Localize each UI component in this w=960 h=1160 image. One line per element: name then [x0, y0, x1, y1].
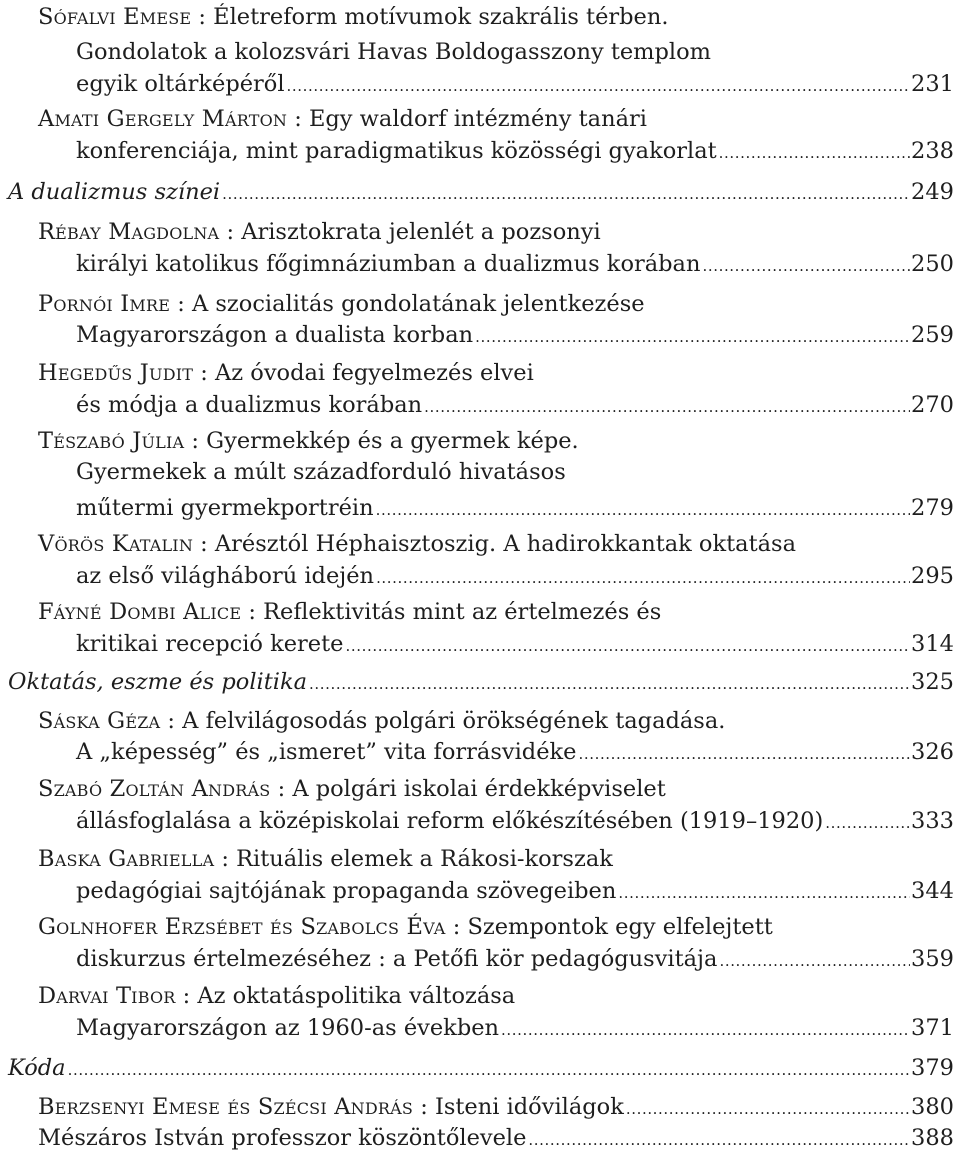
- toc-line-text: [76, 942, 717, 976]
- toc-entry: [38, 979, 954, 1013]
- entry-title: Egy waldorf intézmény tanári: [308, 106, 647, 132]
- toc-entry-continuation: [76, 247, 954, 281]
- toc-section-heading: [8, 175, 954, 209]
- dot-leader: [719, 944, 910, 978]
- toc-section-heading: [8, 1051, 954, 1085]
- entry-title: az első világháború idején: [76, 563, 375, 589]
- entry-title: Az óvodai fegyelmezés elvei: [215, 360, 534, 386]
- page-number: 249: [911, 179, 954, 205]
- author-name: Amati Gergely Márton: [38, 106, 288, 132]
- entry-title: és módja a dualizmus korában: [76, 392, 423, 418]
- toc-entry: [38, 102, 954, 136]
- toc-entry: [38, 772, 954, 806]
- toc-entry-continuation: [76, 455, 954, 489]
- page-number: 250: [911, 251, 954, 277]
- dot-leader: [618, 876, 910, 910]
- toc-section-heading: [8, 665, 954, 699]
- page-number: 371: [911, 1015, 954, 1041]
- page-number: 388: [911, 1125, 954, 1151]
- toc-entry-continuation: [76, 627, 954, 661]
- toc-line-text: [38, 979, 515, 1013]
- entry-title: A felvilágosodás polgári örökségének tagadása.: [182, 708, 726, 734]
- author-separator: :: [287, 106, 309, 132]
- toc-entry: [38, 215, 954, 249]
- page-number: 333: [911, 808, 954, 834]
- dot-leader: [222, 177, 910, 211]
- toc-entry: [38, 595, 954, 629]
- page-number: 259: [911, 322, 954, 348]
- author-name: Szabó Zoltán András: [38, 776, 271, 802]
- entry-title: egyik oltárképéről: [76, 71, 285, 97]
- dot-leader: [376, 561, 910, 595]
- toc-entry: [38, 704, 954, 738]
- author-separator: :: [241, 599, 264, 625]
- toc-entry: [38, 424, 954, 458]
- author-name: Rébay Magdolna: [38, 219, 220, 245]
- entry-title: kritikai recepció kerete: [76, 631, 344, 657]
- entry-title: Szempontok egy elfelejtett: [467, 914, 773, 940]
- author-name: Baska Gabriella: [38, 846, 215, 872]
- page-number: 326: [911, 739, 954, 765]
- author-name: Darvai Tibor: [38, 983, 176, 1009]
- page-number: 325: [911, 669, 954, 695]
- entry-title: Isteni idővilágok: [434, 1094, 624, 1120]
- toc-entry-continuation: [76, 35, 954, 69]
- entry-title: királyi katolikus főgimnáziumban a dualizmus korában: [76, 251, 701, 277]
- entry-title: konferenciája, mint paradigmatikus közösségi gyakorlat: [76, 138, 717, 164]
- entry-title: diskurzus értelmezéséhez : a Petőfi kör pedagógusvitája: [76, 946, 718, 972]
- toc-entry-continuation: [76, 942, 954, 976]
- page-number: 379: [911, 1055, 954, 1081]
- dot-leader: [528, 1123, 910, 1157]
- page-number: 279: [911, 495, 954, 521]
- toc-entry-continuation: [76, 491, 954, 525]
- page-number: 314: [911, 631, 954, 657]
- toc-line-text: [76, 491, 374, 525]
- toc-entry-continuation: [76, 735, 954, 769]
- author-name: Golnhofer Erzsébet és Szabolcs Éva: [38, 914, 446, 940]
- toc-line-text: [38, 842, 613, 876]
- entry-title: Az oktatáspolitika változása: [197, 983, 516, 1009]
- toc-line-text: [38, 424, 579, 458]
- author-name: Fáyné Dombi Alice: [38, 599, 242, 625]
- toc-entry-continuation: [76, 388, 954, 422]
- toc-line-text: [38, 287, 645, 321]
- toc-entry: [38, 287, 954, 321]
- toc-line-text: [76, 67, 285, 101]
- page-number: 270: [911, 392, 954, 418]
- page-number: 344: [911, 878, 954, 904]
- author-separator: :: [214, 846, 237, 872]
- section-title: Oktatás, eszme és politika: [8, 669, 308, 695]
- author-separator: :: [170, 291, 192, 317]
- entry-title: pedagógiai sajtójának propaganda szövegeiben: [76, 878, 617, 904]
- toc-entry: [38, 356, 954, 390]
- entry-title: A szocialitás gondolatának jelentkezése: [191, 291, 645, 317]
- toc-line-text: [76, 318, 473, 352]
- entry-title: A polgári iskolai érdekképviselet: [292, 776, 666, 802]
- page-number: 231: [911, 71, 954, 97]
- dot-leader: [501, 1013, 910, 1047]
- entry-title: Mészáros István professzor köszöntőlevele: [38, 1125, 527, 1151]
- author-separator: :: [445, 914, 468, 940]
- author-separator: :: [191, 4, 214, 30]
- entry-title: A „képesség” és „ismeret” vita forrásvidéke: [76, 739, 577, 765]
- toc-line-text: [38, 704, 725, 738]
- entry-title: Életreform motívumok szakrális térben.: [213, 4, 669, 30]
- author-separator: :: [184, 428, 207, 454]
- entry-title: Gondolatok a kolozsvári Havas Boldogasszony templom: [76, 39, 711, 65]
- toc-line-text: [76, 388, 422, 422]
- toc-entry-continuation: [76, 874, 954, 908]
- toc-entry: [38, 910, 954, 944]
- page-number: 238: [911, 138, 954, 164]
- toc-line-text: [38, 356, 534, 390]
- toc-entry: [38, 842, 954, 876]
- toc-line-text: [76, 627, 343, 661]
- author-separator: :: [160, 708, 183, 734]
- toc-entry: [38, 527, 954, 561]
- entry-title: műtermi gyermekportréin: [76, 495, 374, 521]
- toc-line-text: [8, 1051, 66, 1085]
- entry-title: Arésztól Héphaisztoszig. A hadirokkantak oktatása: [214, 531, 796, 557]
- toc-line-text: [76, 247, 700, 281]
- toc-line-text: [38, 595, 661, 629]
- page-number: 359: [911, 946, 954, 972]
- toc-line-text: [76, 874, 616, 908]
- toc-line-text: [38, 0, 669, 34]
- dot-leader: [702, 249, 910, 283]
- entry-title: Reflektivitás mint az értelmezés és: [263, 599, 662, 625]
- entry-title: Rituális elemek a Rákosi-korszak: [236, 846, 613, 872]
- entry-title: Magyarországon a dualista korban: [76, 322, 474, 348]
- dot-leader: [68, 1053, 910, 1087]
- toc-line-text: [8, 175, 220, 209]
- entry-title: Arisztokrata jelenlét a pozsonyi: [241, 219, 601, 245]
- dot-leader: [345, 629, 910, 663]
- toc-line-text: [38, 527, 796, 561]
- dot-leader: [376, 493, 910, 527]
- dot-leader: [475, 320, 910, 354]
- entry-title: állásfoglalása a középiskolai reform előkészítésében (1919–1920): [76, 808, 824, 834]
- toc-line-text: [76, 455, 566, 489]
- author-separator: :: [413, 1094, 435, 1120]
- author-name: Pornói Imre: [38, 291, 171, 317]
- page-number: 380: [911, 1094, 954, 1120]
- author-name: Sófalvi Emese: [38, 4, 192, 30]
- dot-leader: [309, 667, 910, 701]
- toc-entry: [38, 1121, 954, 1155]
- toc-line-text: [76, 1011, 499, 1045]
- dot-leader: [287, 69, 911, 103]
- author-name: Hegedűs Judit: [38, 360, 194, 386]
- toc-entry: [38, 1090, 954, 1124]
- toc-entry-continuation: [76, 1011, 954, 1045]
- author-separator: :: [175, 983, 198, 1009]
- toc-line-text: [38, 215, 601, 249]
- entry-title: Magyarországon az 1960-as években: [76, 1015, 500, 1041]
- toc-line-text: [38, 102, 647, 136]
- toc-entry-continuation: [76, 134, 954, 168]
- dot-leader: [825, 806, 910, 840]
- toc-line-text: [38, 1090, 624, 1124]
- toc-entry-continuation: [76, 559, 954, 593]
- author-name: Sáska Géza: [38, 708, 161, 734]
- dot-leader: [424, 390, 910, 424]
- toc-entry: [38, 0, 954, 34]
- author-separator: :: [270, 776, 293, 802]
- toc-line-text: [76, 134, 717, 168]
- section-title: Kóda: [8, 1055, 66, 1081]
- toc-line-text: [76, 559, 374, 593]
- author-separator: :: [219, 219, 242, 245]
- toc-entry-continuation: [76, 318, 954, 352]
- entry-title: Gyermekek a múlt századforduló hivatásos: [76, 459, 566, 485]
- author-name: Tészabó Júlia: [38, 428, 185, 454]
- toc-line-text: [76, 735, 576, 769]
- author-separator: :: [193, 360, 216, 386]
- toc-entry-continuation: [76, 804, 954, 838]
- toc-line-text: [38, 910, 773, 944]
- toc-line-text: [8, 665, 307, 699]
- dot-leader: [578, 737, 910, 771]
- toc-line-text: [76, 804, 823, 838]
- author-name: Berzsenyi Emese és Szécsi András: [38, 1094, 414, 1120]
- author-separator: :: [193, 531, 215, 557]
- toc-line-text: [38, 772, 666, 806]
- dot-leader: [719, 136, 910, 170]
- section-title: A dualizmus színei: [8, 179, 221, 205]
- toc-entry-continuation: [76, 67, 954, 101]
- author-name: Vörös Katalin: [38, 531, 194, 557]
- toc-line-text: [38, 1121, 526, 1155]
- entry-title: Gyermekkép és a gyermek képe.: [206, 428, 579, 454]
- page-number: 295: [911, 563, 954, 589]
- toc-line-text: [76, 35, 711, 69]
